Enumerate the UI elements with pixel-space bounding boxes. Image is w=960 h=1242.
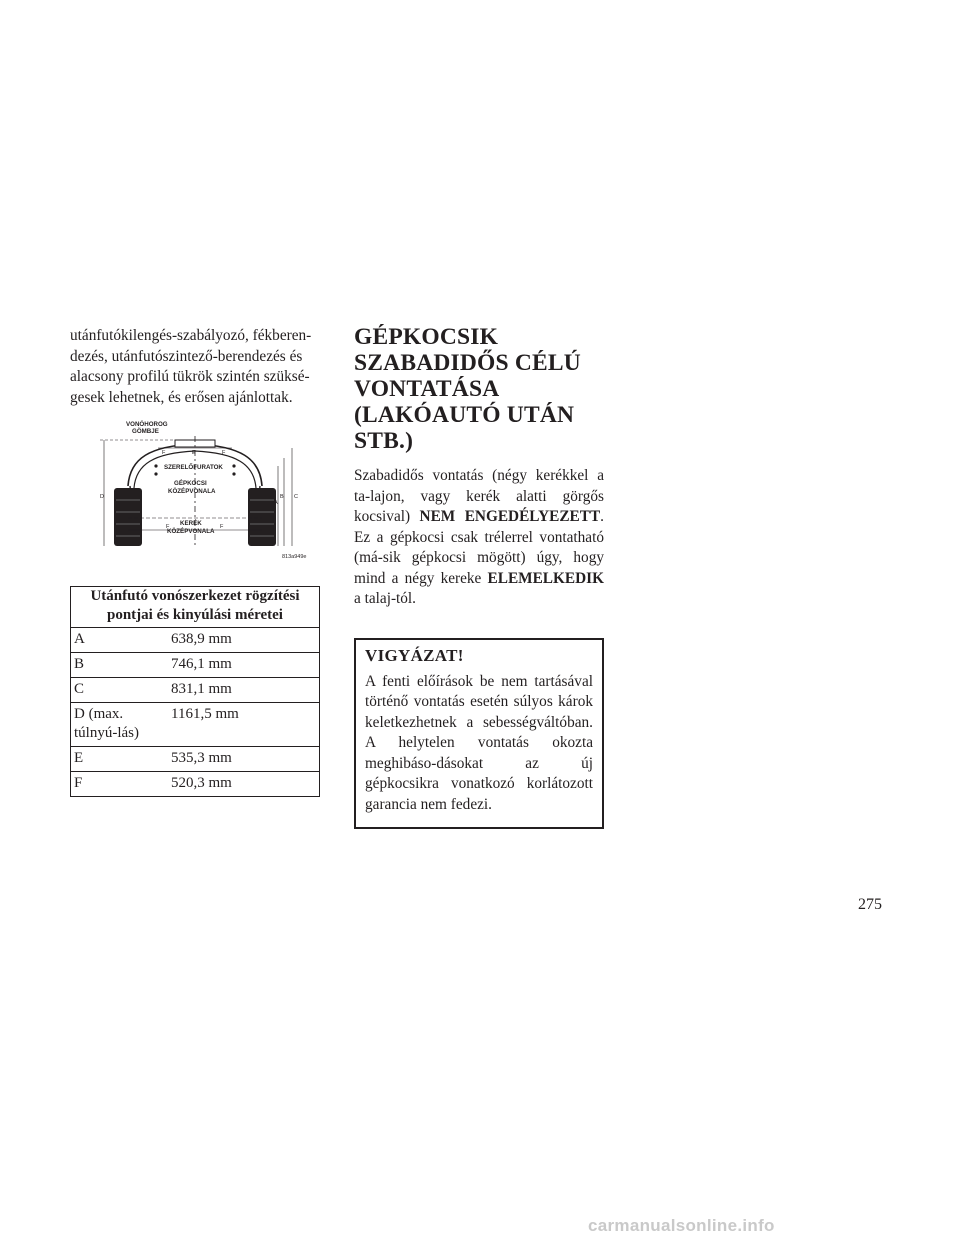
row-value: 746,1 mm [163, 653, 320, 678]
title-line: STB.) [354, 428, 414, 454]
table-header-line2: pontjai és kinyúlási méretei [107, 607, 283, 623]
dim-letter-b: B [280, 494, 284, 500]
table-row [71, 703, 320, 747]
intro-line: utánfutókilengés-szabályozó, fékberen- [70, 327, 312, 344]
table-row [71, 628, 320, 653]
title-line: GÉPKOCSIK [354, 324, 499, 350]
table-row [71, 678, 320, 703]
table-header [71, 587, 320, 628]
intro-paragraph [70, 326, 320, 408]
title-line: (LAKÓAUTÓ UTÁN [354, 402, 575, 428]
warning-box [354, 638, 604, 830]
title-line: VONTATÁSA [354, 376, 500, 402]
hitch-diagram [70, 418, 320, 560]
figure-code: 813a949e [282, 554, 307, 560]
dim-letter-a: A [274, 500, 278, 506]
warning-title: VIGYÁZAT! [365, 645, 464, 665]
label-vehicle-center-line1: GÉPKOCSI [174, 480, 207, 487]
watermark: carmanualsonline.info [588, 1216, 775, 1235]
hitch-dimensions-table [70, 586, 320, 797]
label-hitch-line2: GÖMBJE [132, 428, 159, 435]
warning-text: A fenti előírások be nem tartásával történő vontatás esetén súlyos károk keletkezhetnek a sebességváltóban. A helytelen vontatás okozta meghibáso-dásokat az új gépkocsikra vonatkozó korlátozott garancia nem fedezi. [365, 672, 593, 813]
intro-line: dezés, utánfutószintező-berendezés és [70, 347, 303, 365]
body-paragraph [354, 466, 604, 610]
label-wheel-center-line2: KÖZÉPVONALA [167, 528, 215, 535]
table-row [71, 653, 320, 678]
page-number: 275 [858, 896, 882, 913]
intro-line: alacsony profilú tükrök szintén szüksé- [70, 368, 310, 385]
dim-letter-f-right: F [220, 524, 224, 530]
hitch-diagram-svg [70, 418, 320, 560]
dim-letter-d: D [100, 494, 104, 500]
label-vehicle-center-line2: KÖZÉPVONALA [168, 488, 216, 495]
row-value: 535,3 mm [163, 747, 320, 772]
row-label: D (max. túlnyú-lás) [71, 703, 164, 747]
dim-letter-f-top: F [162, 450, 166, 456]
label-mounting-holes: SZERELŐFURATOK [164, 464, 223, 471]
wheel-right [248, 488, 276, 546]
row-value: 520,3 mm [163, 772, 320, 797]
dim-letter-e: E [192, 450, 196, 456]
table-row [71, 772, 320, 797]
body-text-1: Szabadidős vontatás (négy kerékkel a ta-lajon, vagy kerék alatti görgős kocsival) [354, 467, 604, 525]
table-header-line1: Utánfutó vonószerkezet rögzítési [90, 588, 300, 604]
row-label: A [71, 628, 164, 653]
row-label: C [71, 678, 164, 703]
body-bold-2: ELEMELKEDIK [487, 569, 604, 587]
row-label: E [71, 747, 164, 772]
title-line: SZABADIDŐS CÉLÚ [354, 350, 581, 376]
wheel-left [114, 488, 142, 546]
row-label: F [71, 772, 164, 797]
dim-letter-c: C [294, 494, 298, 500]
label-hitch-line1: VONÓHOROG [126, 421, 168, 428]
table-row [71, 747, 320, 772]
intro-line: gesek lehetnek, és erősen ajánlottak. [70, 388, 293, 406]
row-value: 831,1 mm [163, 678, 320, 703]
row-label: B [71, 653, 164, 678]
label-wheel-center-line1: KERÉK [180, 520, 202, 527]
left-column [70, 326, 320, 797]
right-column [354, 324, 604, 829]
row-value: 1161,5 mm [163, 703, 320, 747]
dim-letter-f-top-right: F [222, 450, 226, 456]
dim-letter-f-left: F [166, 524, 170, 530]
row-value: 638,9 mm [163, 628, 320, 653]
body-text-3: a talaj-tól. [354, 590, 417, 607]
section-title [354, 324, 604, 454]
body-bold-1: NEM ENGEDÉLYEZETT [419, 508, 601, 525]
body-text-2: . Ez a gépkocsi csak trélerrel vontatható (má-sik gépkocsi mögött) úgy, hogy mind a négy kereke [354, 508, 604, 587]
